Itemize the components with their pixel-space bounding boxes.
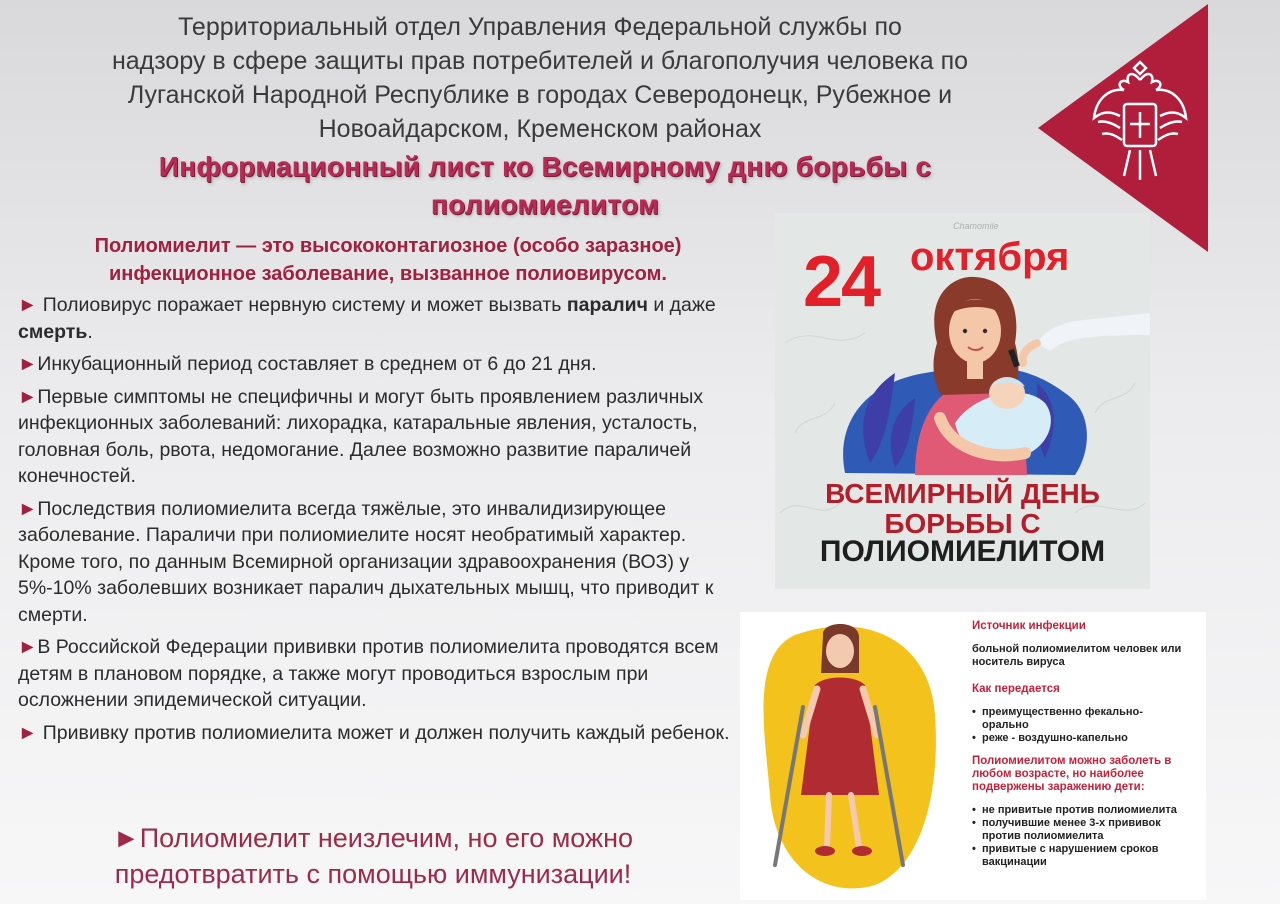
poster-caption-line-3: ПОЛИОМИЕЛИТОМ bbox=[819, 535, 1106, 568]
header-organization bbox=[0, 10, 1080, 146]
bullet-symptoms bbox=[18, 384, 748, 490]
title-line-2: полиомиелитом bbox=[430, 189, 660, 220]
header-line-1: Территориальный отдел Управления Федеральной службы по bbox=[178, 13, 902, 41]
risk-item: • привитые с нарушением сроков вакцинации bbox=[972, 843, 1182, 869]
bullet-arrow-icon: ► bbox=[18, 497, 38, 520]
source-heading: Источник инфекции bbox=[972, 620, 1086, 632]
bullet-3-text: Первые симптомы не специфичны и могут быть проявлением различных инфекционных заболеваний: лихорадка, катаральные явления, усталость, головная боль, рвота, недомогание. Далее возможно развитие параличей конечностей. bbox=[18, 385, 704, 487]
bullet-arrow-icon: ► bbox=[18, 353, 38, 375]
bullet-arrow-icon: ► bbox=[18, 385, 38, 408]
title-line-1: Информационный лист ко Всемирному дню борьбы с bbox=[158, 151, 932, 182]
risk-heading: Полиомиелитом можно заболеть в любом возрасте, но наиболее подвержены заражению дети: bbox=[972, 755, 1172, 793]
bullet-incubation bbox=[18, 351, 748, 378]
poster-tag: Chamomile bbox=[953, 221, 999, 231]
intro-definition bbox=[18, 232, 758, 288]
bullet-list bbox=[18, 292, 748, 752]
transmission-list bbox=[972, 706, 1182, 745]
closing-line-2: предотвратить с помощью иммунизации! bbox=[114, 859, 632, 889]
world-polio-day-poster bbox=[775, 213, 1150, 589]
risk-list bbox=[972, 804, 1182, 869]
infection-info-text bbox=[972, 620, 1182, 879]
poster-caption-line-2: БОРЬБЫ С bbox=[884, 508, 1041, 539]
bullet-arrow-icon: ► bbox=[18, 636, 38, 658]
girl-on-crutches-illustration bbox=[755, 615, 955, 897]
intro-line-1: Полиомиелит — это высококонтагиозное (особо заразное) bbox=[94, 235, 682, 257]
bullet-2-text: Инкубационный период составляет в среднем от 6 до 21 дня. bbox=[37, 353, 597, 375]
bullet-arrow-icon: ► bbox=[18, 294, 38, 316]
bullet-paralysis bbox=[18, 292, 748, 345]
poster-date-month: октября bbox=[910, 235, 1070, 279]
bullet-1-bold-paralysis: паралич bbox=[566, 294, 648, 316]
closing-statement bbox=[18, 820, 728, 892]
transmission-heading: Как передается bbox=[972, 683, 1060, 695]
intro-line-2: инфекционное заболевание, вызванное полиовирусом. bbox=[109, 263, 667, 285]
transmission-item: • преимущественно фекально-орально bbox=[972, 706, 1182, 732]
header-line-2: надзору в сфере защиты прав потребителей и благополучия человека по bbox=[111, 47, 969, 75]
bullet-5-text: В Российской Федерации прививки против полиомиелита проводятся всем детям в плановом порядке, а также могут проводиться взрослым при осложнении эпидемической ситуации. bbox=[18, 636, 719, 711]
risk-item: • не привитые против полиомиелита bbox=[972, 804, 1182, 817]
bullet-every-child bbox=[18, 720, 748, 747]
bullet-vaccination-rf bbox=[18, 634, 748, 714]
source-text: больной полиомиелитом человек или носитель вируса bbox=[972, 643, 1182, 668]
closing-line-1: ►Полиомиелит неизлечим, но его можно bbox=[112, 823, 634, 853]
poster-date-number: 24 bbox=[803, 242, 880, 322]
header-line-4: Новоайдарском, Кременском районах bbox=[318, 115, 762, 143]
bullet-consequences bbox=[18, 496, 748, 629]
bullet-4-text: Последствия полиомиелита всегда тяжёлые, это инвалидизирующее заболевание. Параличи при полиомиелите носят необратимый характер. Кроме того, по данным Всемирной организации здравоохранения (ВОЗ) у 5%-10% заболевших возникает паралич дыхательных мышц, что приводит к смерти. bbox=[18, 497, 714, 626]
bullet-1-bold-death: смерть bbox=[18, 320, 88, 343]
bullet-1-mid: и даже bbox=[647, 294, 716, 316]
bullet-1-text: Полиовирус поражает нервную систему и может вызвать bbox=[37, 294, 567, 316]
bullet-6-text: Прививку против полиомиелита может и должен получить каждый ребенок. bbox=[37, 721, 730, 744]
risk-item: • получившие менее 3-х прививок против полиомиелита bbox=[972, 817, 1182, 843]
header-line-3: Луганской Народной Республике в городах Северодонецк, Рубежное и bbox=[127, 81, 953, 109]
poster-caption-line-1: ВСЕМИРНЫЙ ДЕНЬ bbox=[825, 478, 1100, 509]
transmission-item: • реже - воздушно-капельно bbox=[972, 732, 1182, 745]
bullet-1-end: . bbox=[87, 320, 93, 343]
double-headed-eagle-emblem-icon bbox=[1090, 60, 1190, 190]
bullet-arrow-icon: ► bbox=[18, 721, 38, 744]
